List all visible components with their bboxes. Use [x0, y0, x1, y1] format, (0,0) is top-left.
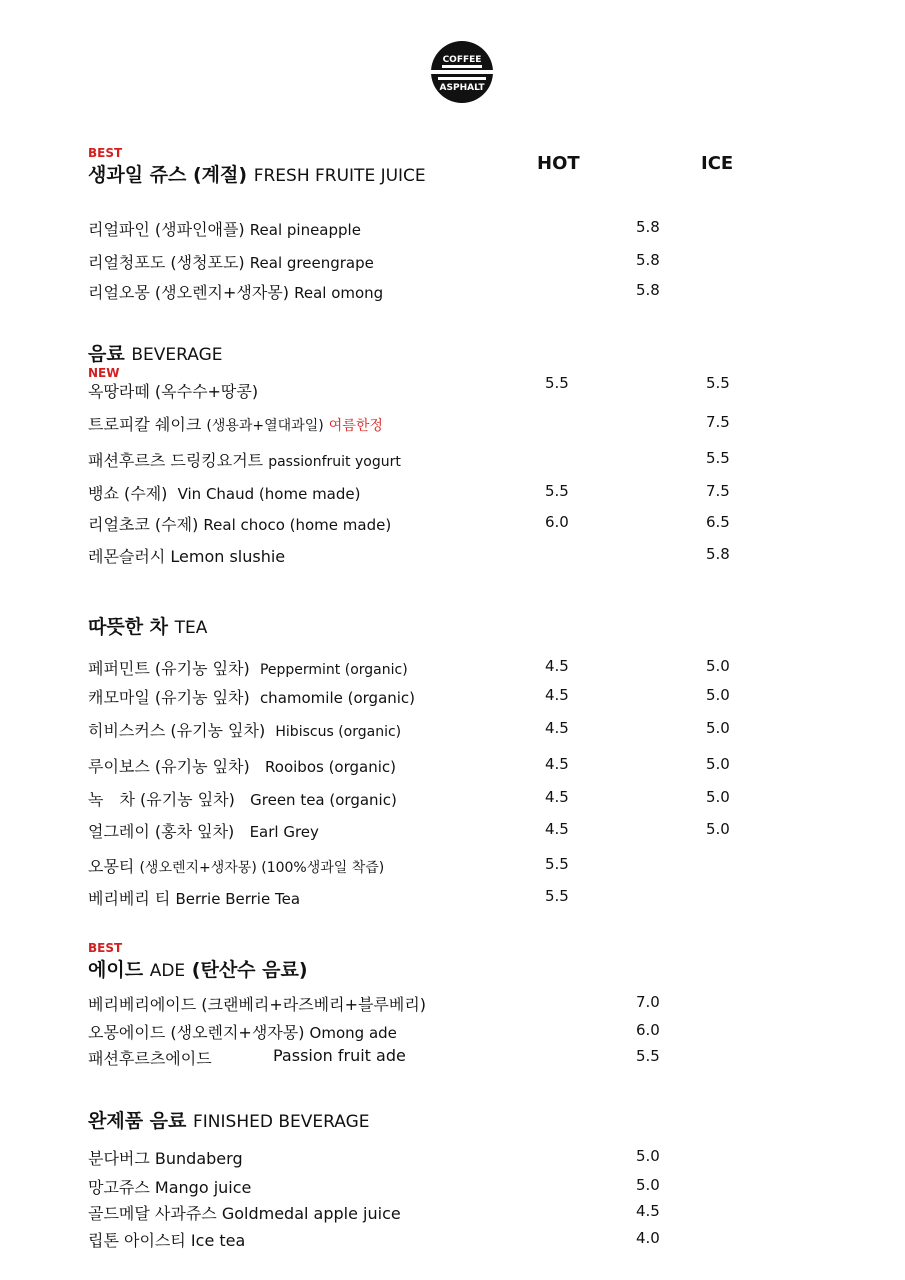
menu-item-passion-fruit-ade [88, 1046, 212, 1069]
section-title-ade [88, 955, 308, 982]
item-price-ice: 5.0 [706, 820, 730, 838]
item-name-en: Mango juice [154, 1178, 252, 1197]
item-name-en: Green tea (organic) [250, 791, 397, 809]
item-name-en: Peppermint (organic) [259, 662, 408, 678]
section-title-en: FRESH FRUITE JUICE [253, 166, 426, 186]
menu-item-omong-ade [88, 1020, 397, 1043]
section-title-ko-suffix: (탄산수 음료) [191, 959, 308, 981]
section-title-finished [88, 1106, 370, 1133]
menu-item-berrie-berrie-tea [88, 886, 300, 909]
item-price-ice: 6.5 [706, 513, 730, 531]
menu-item-real-greengrape [88, 250, 374, 273]
section-title-ko: 생과일 쥬스 (계절) [88, 164, 248, 186]
item-name-ko: 베리베리 티 [88, 889, 171, 908]
item-price-hot: 4.5 [545, 686, 569, 704]
item-price-hot: 5.5 [545, 887, 569, 905]
menu-item-passionfruit-yogurt [88, 448, 401, 471]
item-price: 4.0 [636, 1229, 660, 1247]
section-title-en: BEVERAGE [131, 345, 223, 365]
item-name-ko: 리얼파인 (생파인애플) [88, 220, 245, 239]
item-name-ko: 옥땅라떼 (옥수수+땅콩) [88, 382, 259, 401]
menu-item-hibiscus [88, 718, 401, 741]
menu-item-goldmedal-apple-juice [88, 1201, 401, 1224]
item-price: 6.0 [636, 1021, 660, 1039]
item-price-hot: 4.5 [545, 657, 569, 675]
menu-item-vin-chaud [88, 481, 360, 504]
item-name-en: Real greengrape [249, 254, 374, 272]
menu-item-lipton-ice-tea [88, 1228, 245, 1251]
menu-item-tropical-shake [88, 412, 383, 435]
item-name-ko: 리얼초코 (수제) [88, 515, 199, 534]
item-name-en: Berrie Berrie Tea [175, 890, 301, 908]
menu-item-peppermint [88, 656, 408, 679]
item-price: 4.5 [636, 1202, 660, 1220]
item-name-ko: 망고쥬스 [88, 1178, 150, 1197]
item-price-hot: 4.5 [545, 755, 569, 773]
item-price: 7.0 [636, 993, 660, 1011]
item-price-hot: 5.5 [545, 855, 569, 873]
menu-item-earl-grey [88, 819, 319, 842]
menu-item-lemon-slushie [88, 544, 285, 567]
menu-item-rooibos [88, 754, 396, 777]
item-price-ice: 5.5 [706, 374, 730, 392]
item-note: (생용과+열대과일) [206, 418, 324, 434]
section-title-en: TEA [174, 618, 208, 638]
item-name-ko: 레몬슬러시 [88, 547, 166, 566]
item-price: 5.5 [636, 1047, 660, 1065]
item-price: 5.0 [636, 1147, 660, 1165]
item-price-hot: 5.5 [545, 374, 569, 392]
item-name-en: Real omong [294, 284, 384, 302]
item-name-en: Real pineapple [249, 221, 361, 239]
menu-item-real-pineapple [88, 217, 361, 240]
item-price-hot: 4.5 [545, 788, 569, 806]
best-tag: BEST [88, 146, 123, 160]
item-name-ko: 분다버그 [88, 1149, 150, 1168]
item-name-ko: 캐모마일 (유기농 잎차) [88, 688, 250, 707]
item-name-en: Lemon slushie [170, 547, 286, 566]
item-name-en: Real choco (home made) [203, 516, 392, 534]
item-name-en: Passion fruit ade [273, 1046, 406, 1065]
item-name-ko: 트로피칼 쉐이크 [88, 415, 202, 434]
item-price-ice: 5.0 [706, 719, 730, 737]
item-price-ice: 5.0 [706, 657, 730, 675]
item-name-ko: 루이보스 (유기농 잎차) [88, 757, 250, 776]
item-name-ko: 리얼청포도 (생청포도) [88, 253, 245, 272]
menu-item-berrie-berrie-ade [88, 992, 426, 1015]
item-price-hot: 5.5 [545, 482, 569, 500]
item-name-ko: 얼그레이 (홍차 잎차) [88, 822, 235, 841]
menu-item-real-choco [88, 512, 391, 535]
menu-item-green-tea [88, 787, 397, 810]
item-name-ko: 골드메달 사과쥬스 [88, 1204, 217, 1223]
summer-limited-label: 여름한정 [328, 418, 383, 434]
menu-item-omong-tea [88, 854, 384, 877]
item-price-ice: 7.5 [706, 482, 730, 500]
item-price: 5.8 [636, 218, 660, 236]
column-header-ice: ICE [701, 153, 734, 174]
section-title-ko: 완제품 음료 [88, 1110, 187, 1132]
item-name-en: Vin Chaud (home made) [177, 485, 361, 503]
coffee-asphalt-logo [430, 40, 494, 104]
item-name-ko: 리얼오몽 (생오렌지+생자몽) [88, 283, 289, 302]
item-price-hot: 6.0 [545, 513, 569, 531]
item-name-ko: 페퍼민트 (유기농 잎차) [88, 659, 250, 678]
section-title-tea [88, 612, 207, 639]
item-name-ko: 오몽에이드 (생오렌지+생자몽) [88, 1023, 305, 1042]
item-name-ko: 히비스커스 (유기농 잎차) [88, 721, 266, 740]
menu-item-chamomile [88, 685, 415, 708]
section-title-beverage [88, 339, 223, 366]
item-price-ice: 5.0 [706, 686, 730, 704]
item-price-ice: 5.5 [706, 449, 730, 467]
column-header-hot: HOT [537, 153, 580, 174]
best-tag: BEST [88, 941, 123, 955]
section-title-ko: 에이드 [88, 959, 144, 981]
new-tag: NEW [88, 366, 120, 380]
item-name-en: Hibiscus (organic) [275, 724, 402, 740]
item-name-en: Rooibos (organic) [265, 758, 397, 776]
section-title-juice [88, 160, 426, 187]
item-name-en: chamomile (organic) [259, 689, 416, 707]
item-name-ko: 립톤 아이스티 [88, 1231, 186, 1250]
logo-bottom-text: ASPHALT [439, 83, 485, 93]
item-name-ko: 녹 차 (유기농 잎차) [88, 790, 235, 809]
menu-item-mango-juice [88, 1175, 251, 1198]
item-name-en: passionfruit yogurt [268, 454, 401, 470]
menu-item-corn-peanut-latte [88, 379, 258, 402]
item-name-ko: 패션후르츠에이드 [88, 1049, 212, 1068]
item-price-ice: 5.8 [706, 545, 730, 563]
item-price-hot: 4.5 [545, 719, 569, 737]
item-price: 5.8 [636, 251, 660, 269]
item-price-ice: 7.5 [706, 413, 730, 431]
item-name-en: Earl Grey [249, 823, 319, 841]
item-name-en: Omong ade [309, 1024, 397, 1042]
item-name-ko: 베리베리에이드 (크랜베리+라즈베리+블루베리) [88, 995, 427, 1014]
section-title-ko: 음료 [88, 343, 125, 365]
item-name-ko: 패션후르츠 드링킹요거트 [88, 451, 264, 470]
item-name-en: Ice tea [190, 1231, 246, 1250]
logo-top-text: COFFEE [442, 55, 482, 65]
item-price: 5.0 [636, 1176, 660, 1194]
item-name-ko: 오몽티 [88, 857, 135, 876]
item-name-en: Goldmedal apple juice [221, 1204, 401, 1223]
section-title-en: FINISHED BEVERAGE [193, 1112, 370, 1132]
item-price-ice: 5.0 [706, 788, 730, 806]
item-name-en: Bundaberg [154, 1149, 243, 1168]
section-title-ko: 따뜻한 차 [88, 616, 169, 638]
menu-item-bundaberg [88, 1146, 243, 1169]
menu-item-real-omong [88, 280, 383, 303]
item-name-ko: 뱅쇼 (수제) [88, 484, 168, 503]
section-title-en: ADE [149, 961, 186, 981]
item-price-ice: 5.0 [706, 755, 730, 773]
item-price: 5.8 [636, 281, 660, 299]
item-price-hot: 4.5 [545, 820, 569, 838]
item-note: (생오렌지+생자몽) (100%생과일 착즙) [139, 860, 385, 876]
